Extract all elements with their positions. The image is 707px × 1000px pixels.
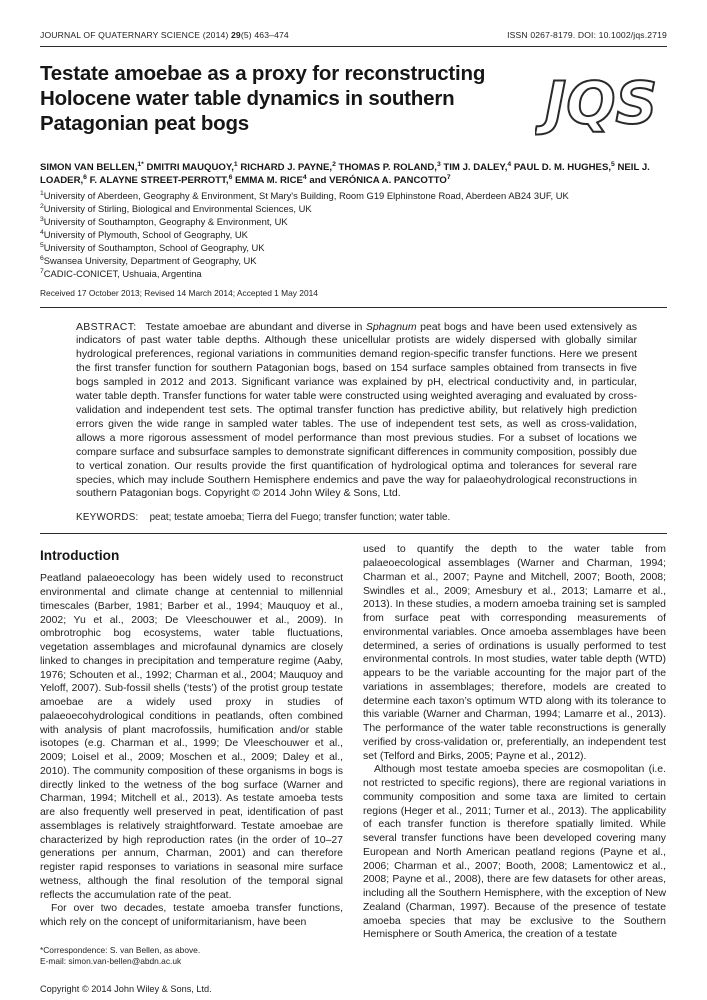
author-name — [443, 162, 513, 173]
jqs-logo — [535, 61, 667, 152]
affiliation-item — [40, 216, 667, 229]
author-name — [339, 162, 444, 173]
journal-citation — [40, 30, 289, 40]
affiliation-text: University of Southampton, Geography & Environment, UK — [43, 216, 288, 227]
page-title — [40, 61, 520, 136]
column-left — [40, 543, 343, 993]
title-line: Patagonian peat bogs — [40, 112, 249, 135]
affiliation-text: University of Stirling, Biological and Environmental Sciences, UK — [43, 203, 312, 215]
author-name-text: TIM J. DALEY, — [443, 162, 508, 173]
affiliation-text: CADIC-CONICET, Ushuaia, Argentina — [43, 267, 202, 279]
affiliation-text: University of Southampton, School of Geography, UK — [43, 241, 265, 253]
running-head — [40, 30, 667, 47]
author-name-text: SIMON VAN BELLEN, — [40, 162, 138, 173]
affiliation-item — [40, 229, 667, 242]
column-right — [363, 543, 666, 993]
body-paragraph: Although most testate amoeba species are cosmopolitan (i.e. not restricted to specific regions), there are regional variations in community composition and some taxa are limited to certain regions (Heger et al., 2011; Turner et al., 2013). The applicability of each transfer function is therefore spatially limited. While several transfer functions have been developed covering many European and North American peatland regions (Payne et al., 2006; Charman et al., 2007; Booth, 2008; Lamentowicz et al., 2008; Payne et al., 2008), there are few datasets for other areas, including all the Southern Hemisphere, with the exception of New Zealand (Charman, 1997). Because of the presence of testate amoeba species that may be exclusive to the Southern Hemisphere or South America, the creation of a testate — [363, 764, 666, 941]
author-name-text: RICHARD J. PAYNE, — [240, 162, 333, 173]
affiliation-item — [40, 203, 667, 216]
affiliation-item — [40, 255, 667, 268]
author-name — [235, 175, 309, 186]
author-name — [309, 175, 450, 186]
affiliation-number: 4 — [40, 228, 44, 236]
abstract-italic-term: Sphagnum — [365, 320, 417, 333]
section-heading-introduction: Introduction — [40, 548, 120, 564]
affiliation-number: 6 — [40, 254, 44, 262]
affiliation-item — [40, 242, 667, 255]
email-link[interactable]: simon.van-bellen@abdn.ac.uk — [68, 956, 182, 967]
abstract-text-post: peat bogs and have been used extensively as indicators of past water table depths. Although these unicellular protists are widely dispersed with globally similar hydrological preferences, regional variations in communities demand region-specific transfer functions. Here we present the first transfer function for southern Patagonian bogs, based on 154 surface samples obtained from transects in five bogs sampled in 2012 and 2013. Significant variance was explained by pH, electrical conductivity and, in particular, water table depth. Transfer functions for water table were constructed using weighted averaging and evaluated by cross-validation and independent test sets. The optimal transfer function has predictive ability, but relatively high prediction errors given the wide range in sampled water tables. The use of independent test sets, as well as cross-validation, allows a more rigorous assessment of model performance than most previous studies. For a subset of locations we compare surface and subsurface samples to demonstrate significant differences in community composition, possibly due to vertical zonation. Our results provide the first quantification of hydrological optima and tolerances for several rare species, which may include Southern Hemisphere endemics and pave the way for palaeohydrological reconstructions in southern Patagonian bogs. — [76, 320, 637, 500]
author-name-text: EMMA M. RICE — [235, 174, 303, 186]
email-line — [40, 956, 343, 967]
author-affiliation-marker: 3 — [436, 160, 441, 168]
author-name-text: PAUL D. M. HUGHES, — [513, 162, 612, 173]
author-name-text: NEIL J. LOADER, — [40, 162, 650, 186]
jqs-logo-text: JQS — [544, 69, 658, 137]
title-block — [40, 61, 520, 152]
abstract-top-rule — [40, 307, 667, 308]
journal-name: JOURNAL OF QUATERNARY SCIENCE (2014) — [40, 30, 231, 40]
affiliation-number: 5 — [40, 241, 44, 249]
author-affiliation-marker: 4 — [302, 173, 307, 181]
right-column-paragraphs — [363, 543, 666, 942]
abstract-label: ABSTRACT: — [76, 320, 137, 333]
author-name — [240, 162, 338, 173]
author-name-text: THOMAS P. ROLAND, — [338, 162, 437, 173]
email-label: E-mail: — [40, 956, 69, 967]
title-line: Holocene water table dynamics in southern — [40, 87, 455, 110]
correspondence-line: *Correspondence: S. van Bellen, as above. — [40, 944, 201, 955]
author-name — [40, 162, 146, 173]
author-name — [514, 162, 618, 173]
author-line — [40, 162, 667, 187]
left-column-paragraphs — [40, 572, 343, 930]
author-affiliation-marker: 1 — [233, 160, 238, 168]
affiliation-item — [40, 190, 667, 203]
masthead — [40, 61, 667, 152]
affiliation-number: 7 — [40, 267, 44, 275]
keywords-bottom-rule — [40, 533, 667, 534]
journal-volume: 29 — [231, 30, 241, 40]
abstract-text-pre: Testate amoebae are abundant and diverse in — [145, 320, 366, 333]
author-name-text: F. ALAYNE STREET-PERROTT, — [89, 174, 229, 186]
author-name — [146, 162, 240, 173]
affiliation-text: University of Aberdeen, Geography & Environment, St Mary's Building, Room G19 Elphinstone Road, Aberdeen AB24 3UF, UK — [43, 190, 569, 202]
author-affiliation-marker: 5 — [611, 160, 615, 168]
body-paragraph: For over two decades, testate amoeba transfer functions, which rely on the concept of uniformitarianism, have been — [40, 903, 343, 929]
article-body — [40, 543, 667, 993]
keywords-line — [76, 512, 637, 523]
author-name-text: DMITRI MAUQUOY, — [146, 162, 234, 173]
author-affiliation-marker: 1* — [137, 160, 144, 168]
issn-doi: ISSN 0267-8179. DOI: 10.1002/jqs.2719 — [507, 30, 667, 40]
affiliation-item — [40, 268, 667, 281]
received-dates: Received 17 October 2013; Revised 14 March 2014; Accepted 1 May 2014 — [40, 287, 318, 298]
copyright-footer: Copyright © 2014 John Wiley & Sons, Ltd. — [40, 983, 212, 994]
abstract-copyright: Copyright © 2014 John Wiley & Sons, Ltd. — [204, 487, 401, 500]
author-affiliation-marker: 7 — [446, 173, 451, 181]
body-paragraph: used to quantify the depth to the water table from palaeoecological assemblages (Warner and Charman, 1994; Charman et al., 2007; Payne and Mitchell, 2007; Booth, 2008; Swindles et al., 2009; Amesbury et al., 2013; Lamarre et al., 2013). In these studies, a modern amoeba training set is sampled from surface peat with corresponding measurements of environmental variables. Once amoeba assemblages have been determined, a series of ordinations is usually performed to test environmental controls. In most studies, water table depth (WTD) appears to be the variable accounting for the major part of the variations in assemblages; therefore, models are created to determine each taxon’s optimum WTD along with its tolerance to this variable (Warner and Charman, 1994; Lamarre et al., 2013). The performance of the water table reconstructions is generally verified by cross-validation or, preferentially, an independent test set (Telford and Birks, 2005; Payne et al., 2012). — [363, 544, 666, 762]
title-line: Testate amoebae as a proxy for reconstructing — [40, 62, 486, 85]
author-name — [90, 175, 235, 186]
author-affiliation-marker: 6 — [228, 173, 233, 181]
affiliation-text: Swansea University, Department of Geography, UK — [43, 254, 257, 266]
affiliation-number: 2 — [40, 202, 44, 210]
author-name-text: and VERÓNICA A. PANCOTTO — [309, 174, 447, 186]
author-affiliation-marker: 4 — [507, 160, 512, 168]
affiliations-list — [40, 190, 667, 280]
keywords-label: KEYWORDS: — [76, 512, 139, 524]
affiliation-number: 3 — [40, 215, 44, 223]
author-affiliation-marker: 2 — [332, 160, 336, 168]
abstract — [76, 321, 637, 502]
affiliation-number: 1 — [40, 190, 44, 198]
jqs-logo-graphic — [535, 63, 667, 147]
keywords-text: peat; testate amoeba; Tierra del Fuego; transfer function; water table. — [149, 512, 451, 524]
journal-issue-pages: (5) 463–474 — [240, 30, 289, 40]
correspondence-note — [40, 945, 343, 968]
author-affiliation-marker: 6 — [83, 173, 87, 181]
body-paragraph: Peatland palaeoecology has been widely used to reconstruct environmental and climate change at centennial to millennial timescales (Barber, 1981; Barber et al., 1994; Mauquoy et al., 2002; Yu et al., 2003; De Vleeschouwer et al., 2009). In ombrotrophic bog ecosystems, water table fluctuations, vegetation assemblages and microfaunal dynamics are closely linked to changes in precipitation and temperature regime (Aaby, 1976; Schouten et al., 1992; Charman et al., 2004; Mauquoy and Yeloff, 2007). Sub-fossil shells (‘tests’) of the protist group testate amoebae are a widely used proxy in studies of palaeoecohydrological conditions in peatlands, often combined with analysis of plant macrofossils, humification and/or stable isotopes (e.g. Charman et al., 1999; De Vleeschouwer et al., 2009; Loisel et al., 2009; Moschen et al., 2009; Daley et al., 2010). The community composition of these organisms in bogs is directly linked to the wetness of the bog surface (Warner and Charman, 1994; Mitchell et al., 2013). As testate amoeba tests are also frequently well preserved in peat, identification of past assemblages is relatively straightforward. Testate amoebae are characterized by high reproduction rates (in the order of 10–27 generations per annum, Charman, 2001) and can therefore register rapid responses to variations in seasonal mire surface wetness, although the final resolution of the temporal signal reflects the accumulation rate of the peat. — [40, 573, 343, 901]
affiliation-text: University of Plymouth, School of Geography, UK — [43, 228, 248, 240]
